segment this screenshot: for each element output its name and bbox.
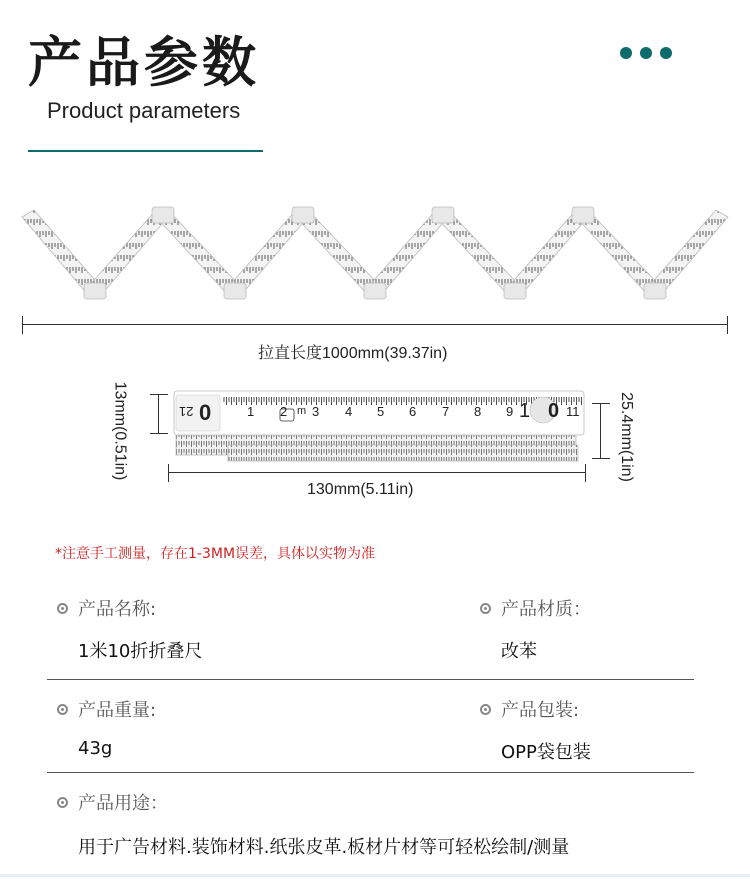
page-subtitle: Product parameters <box>47 98 241 123</box>
product-usage-label-text: 产品用途： <box>78 793 168 814</box>
ruler-end-label-rotated: 21 <box>179 404 194 419</box>
dot-icon <box>620 47 632 59</box>
bullet-icon <box>57 797 68 808</box>
ruler-end-label: 0 <box>199 400 212 425</box>
product-material-label-text: 产品材质： <box>501 599 591 620</box>
ruler-number-3: 3 <box>312 404 320 419</box>
bullet-icon <box>57 704 68 715</box>
measurement-note: *注意手工测量，存在1-3MM误差，具体以实物为准 <box>55 546 376 562</box>
dot-icon <box>660 47 672 59</box>
ruler-number-6: 6 <box>409 404 417 419</box>
folded-length-label: 130mm(5.11in) <box>307 481 414 498</box>
folded-length-tick-right <box>585 464 586 482</box>
length-dimension-tick-right <box>727 316 728 334</box>
ruler-number-4: 4 <box>345 404 353 419</box>
unfolded-ruler-image <box>0 195 750 315</box>
folded-length-tick-left <box>168 464 169 482</box>
product-usage-label <box>57 789 168 815</box>
decorative-dots <box>620 47 672 59</box>
thickness-label: 13mm(0.51in) <box>111 381 129 481</box>
bottom-border <box>0 874 750 877</box>
dot-icon <box>640 47 652 59</box>
row-divider <box>47 772 694 773</box>
length-dimension-tick-left <box>22 316 23 334</box>
ruler-number-1: 1 <box>247 404 255 419</box>
product-package-label-text: 产品包装: <box>501 700 580 721</box>
width-tick-bottom <box>592 458 610 459</box>
product-package-label <box>480 696 579 722</box>
thickness-dimension-line <box>158 394 159 434</box>
bullet-icon <box>480 704 491 715</box>
product-name-label-text: 产品名称: <box>78 599 157 620</box>
ruler-number-8: 8 <box>474 404 482 419</box>
product-weight-label <box>57 696 156 722</box>
folded-ruler-image <box>168 385 588 467</box>
width-tick-top <box>592 403 610 404</box>
bullet-icon <box>57 603 68 614</box>
ruler-number-10b: 0 <box>548 400 560 422</box>
product-weight-label-text: 产品重量: <box>78 700 157 721</box>
bullet-icon <box>480 603 491 614</box>
product-name-label <box>57 595 156 621</box>
product-weight-value: 43g <box>78 738 113 759</box>
ruler-number-7: 7 <box>442 404 450 419</box>
ruler-number-9: 9 <box>506 404 514 419</box>
product-usage-value: 用于广告材料.装饰材料.纸张皮革.板材片材等可轻松绘制/测量 <box>78 837 570 858</box>
page-title: 产品参数 <box>28 31 260 94</box>
width-dimension-line <box>600 403 601 459</box>
ruler-number-11: 11 <box>566 404 580 419</box>
product-material-label <box>480 595 591 621</box>
ruler-number-10a: 1 <box>519 400 531 422</box>
title-underline <box>28 150 263 152</box>
thickness-tick-bottom <box>150 433 168 434</box>
ruler-badge: m <box>297 405 307 417</box>
product-material-value: 改苯 <box>501 641 537 662</box>
folded-length-dimension-line <box>168 472 586 473</box>
ruler-number-2: 2 <box>280 404 288 419</box>
length-dimension-line <box>22 324 728 325</box>
thickness-tick-top <box>150 394 168 395</box>
product-package-value: OPP袋包装 <box>501 742 591 763</box>
product-name-value: 1米10折折叠尺 <box>78 641 203 662</box>
width-label: 25.4mm(1in) <box>617 392 635 482</box>
row-divider <box>47 679 694 680</box>
straight-length-label: 拉直长度1000mm(39.37in) <box>258 345 448 362</box>
ruler-number-5: 5 <box>377 404 385 419</box>
